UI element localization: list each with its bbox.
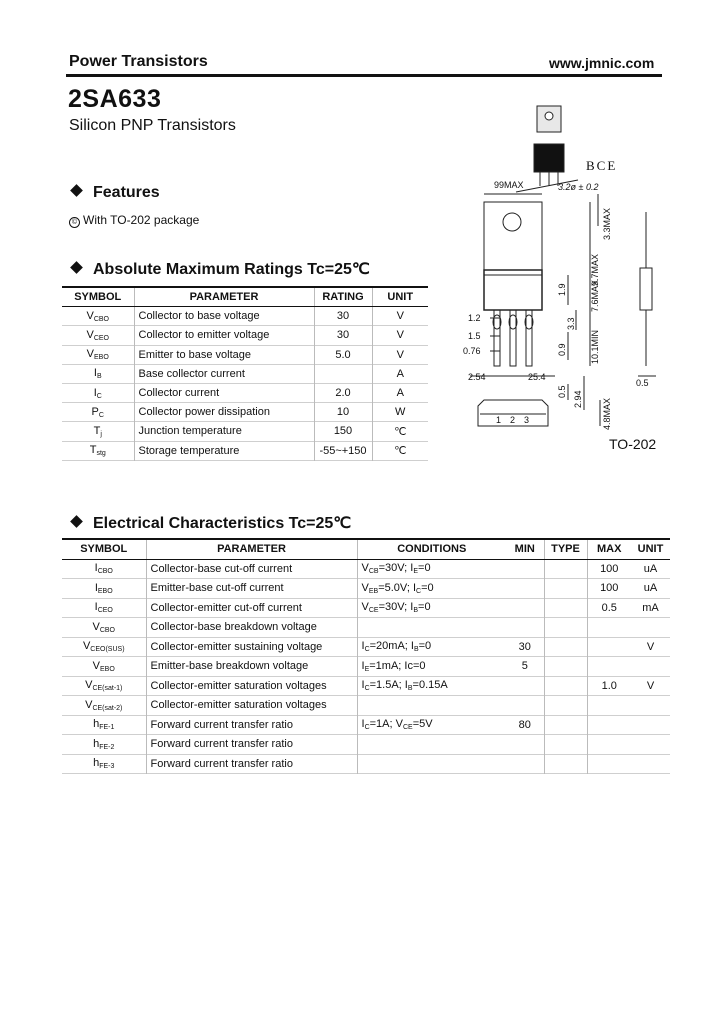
- parameter-cell: Collector-emitter saturation voltages: [146, 676, 357, 696]
- max-cell: 100: [600, 582, 619, 595]
- symbol-subscript: EBO: [100, 665, 115, 673]
- symbol-main: I: [94, 562, 98, 575]
- min-cell: [506, 579, 544, 599]
- symbol-main: T: [89, 444, 97, 457]
- part-description: Silicon PNP Transistors: [69, 117, 236, 134]
- symbol-cell: [62, 326, 134, 345]
- symbol-cell: [62, 618, 146, 638]
- unit-cell: uA: [643, 582, 658, 595]
- symbol-subscript: j: [100, 430, 102, 438]
- conditions-cell: [357, 715, 506, 735]
- symbol-subscript: CE(sat-2): [92, 704, 123, 712]
- type-cell: [544, 559, 587, 579]
- unit-cell: [631, 657, 670, 677]
- table-row: [62, 326, 428, 345]
- min-cell: [506, 559, 544, 579]
- mounting-hole: [503, 213, 521, 231]
- condition-text: =5.0V; I: [378, 581, 416, 594]
- unit-cell: V: [646, 679, 655, 692]
- rating-cell: 5.0: [314, 345, 372, 364]
- dim-label: 9.7MAX: [590, 253, 600, 286]
- symbol-subscript: EBO: [97, 587, 113, 595]
- parameter-cell: Collector to base voltage: [134, 307, 314, 326]
- parameter-cell: Collector current: [134, 383, 314, 402]
- type-cell: [544, 754, 587, 774]
- rating-cell: 150: [314, 422, 372, 441]
- package-body-photo: [534, 144, 564, 172]
- symbol-subscript: FE-3: [99, 763, 115, 771]
- max-cell: 0.5: [601, 601, 617, 614]
- condition-subscript: C: [364, 685, 370, 693]
- mounting-hole-photo: [545, 112, 553, 120]
- condition-subscript: CE: [368, 607, 379, 615]
- type-cell: [544, 715, 587, 735]
- table-row: [62, 364, 428, 383]
- max-cell: 100: [600, 562, 619, 575]
- col-header: UNIT: [372, 287, 428, 307]
- symbol-subscript: CBO: [93, 315, 109, 323]
- condition-subscript: C: [416, 587, 422, 595]
- symbol-main: V: [85, 679, 93, 692]
- parameter-cell: Collector-emitter sustaining voltage: [146, 637, 357, 657]
- table-row: [62, 618, 670, 638]
- min-cell: 30: [506, 637, 544, 657]
- conditions-cell: [357, 735, 506, 755]
- symbol-main: I: [94, 581, 98, 594]
- parameter-cell: Forward current transfer ratio: [146, 715, 357, 735]
- table-row: [62, 559, 670, 579]
- max-cell: [587, 754, 631, 774]
- conditions-cell: [357, 754, 506, 774]
- conditions-cell: [357, 598, 506, 618]
- rating-cell: 30: [314, 307, 372, 326]
- unit-cell: [631, 696, 670, 716]
- symbol-main: I: [94, 601, 98, 614]
- elec-title: Electrical Characteristics Tc=25℃: [93, 515, 352, 532]
- symbol-cell: [62, 422, 134, 441]
- unit-cell: V: [396, 348, 404, 361]
- type-cell: [544, 637, 587, 657]
- symbol-cell: [62, 735, 146, 755]
- unit-cell: A: [396, 387, 404, 400]
- symbol-main: P: [91, 405, 99, 418]
- dim-label: 0.5: [557, 385, 567, 398]
- table-row: [62, 383, 428, 402]
- symbol-main: h: [93, 737, 100, 750]
- col-header: PARAMETER: [134, 287, 314, 307]
- condition-text: =0: [421, 581, 434, 594]
- condition-text: =20mA; I: [369, 640, 414, 653]
- parameter-cell: Collector-base cut-off current: [146, 559, 357, 579]
- max-cell: [587, 715, 631, 735]
- conditions-cell: [357, 637, 506, 657]
- symbol-main: V: [82, 640, 91, 653]
- min-cell: [506, 754, 544, 774]
- max-cell: [587, 637, 631, 657]
- col-header: MAX: [587, 539, 631, 559]
- dim-label: 7.6MAX: [590, 279, 600, 312]
- condition-text: =0: [418, 601, 431, 614]
- symbol-subscript: CE(sat-1): [92, 685, 123, 693]
- condition-text: =30V; I: [378, 562, 414, 575]
- symbol-subscript: C: [96, 392, 102, 400]
- condition-subscript: CB: [368, 568, 379, 576]
- condition-text: =0.15A: [412, 679, 448, 692]
- col-header: SYMBOL: [62, 539, 146, 559]
- copyright-bullet-icon: ©: [69, 217, 80, 228]
- parameter-cell: Collector-emitter saturation voltages: [146, 696, 357, 716]
- symbol-subscript: EBO: [94, 354, 109, 362]
- symbol-main: T: [93, 424, 101, 437]
- part-number: 2SA633: [68, 85, 162, 113]
- pin-number: 1: [496, 415, 502, 425]
- parameter-cell: Collector to emitter voltage: [134, 326, 314, 345]
- parameter-cell: Storage temperature: [134, 441, 314, 460]
- symbol-subscript: CBO: [97, 568, 113, 576]
- condition-text: I: [361, 718, 365, 731]
- symbol-subscript: FE-2: [99, 743, 115, 751]
- min-cell: [506, 735, 544, 755]
- table-row: [62, 735, 670, 755]
- condition-text: I: [361, 659, 365, 672]
- unit-cell: uA: [643, 562, 658, 575]
- condition-text: =0: [418, 562, 431, 575]
- symbol-cell: [62, 754, 146, 774]
- pin-number: 2: [510, 415, 516, 425]
- parameter-cell: Emitter-base cut-off current: [146, 579, 357, 599]
- parameter-cell: Forward current transfer ratio: [146, 754, 357, 774]
- max-cell: [587, 696, 631, 716]
- symbol-subscript: CEO: [97, 607, 113, 615]
- col-header: CONDITIONS: [357, 539, 506, 559]
- symbol-main: V: [86, 309, 94, 322]
- table-row: [62, 715, 670, 735]
- condition-subscript: C: [364, 646, 370, 654]
- table-row: [62, 422, 428, 441]
- symbol-main: V: [86, 348, 95, 361]
- unit-cell: ℃: [394, 425, 407, 438]
- condition-subscript: B: [407, 685, 413, 693]
- website-url[interactable]: www.jmnic.com: [549, 55, 655, 71]
- condition-text: =30V; I: [378, 601, 414, 614]
- unit-cell: [631, 754, 670, 774]
- symbol-cell: [62, 559, 146, 579]
- conditions-cell: [357, 676, 506, 696]
- condition-text: =1.5A; I: [369, 679, 408, 692]
- symbol-subscript: CEO: [93, 334, 109, 342]
- unit-cell: V: [396, 310, 404, 323]
- dim-label: 1.5: [468, 331, 481, 341]
- conditions-cell: [357, 559, 506, 579]
- dim-label: 99MAX: [494, 180, 524, 190]
- symbol-cell: [62, 657, 146, 677]
- parameter-cell: Emitter-base breakdown voltage: [146, 657, 357, 677]
- abs-max-title: Absolute Maximum Ratings Tc=25℃: [93, 261, 370, 278]
- unit-cell: mA: [642, 601, 659, 614]
- min-cell: [506, 618, 544, 638]
- unit-cell: A: [396, 367, 404, 380]
- features-title: Features: [93, 184, 160, 201]
- condition-subscript: CE: [402, 724, 413, 732]
- min-cell: [506, 696, 544, 716]
- table-row: [62, 579, 670, 599]
- symbol-cell: [62, 598, 146, 618]
- unit-cell: V: [396, 329, 404, 342]
- side-body: [640, 268, 652, 310]
- abs-max-table: [62, 286, 428, 461]
- table-header-row: [62, 287, 428, 307]
- rating-cell: 10: [314, 403, 372, 422]
- elec-char-table: [62, 538, 670, 774]
- symbol-cell: [62, 441, 134, 460]
- symbol-main: h: [93, 757, 100, 770]
- parameter-cell: Junction temperature: [134, 422, 314, 441]
- symbol-cell: [62, 676, 146, 696]
- table-row: [62, 696, 670, 716]
- unit-cell: [631, 618, 670, 638]
- rating-cell: 2.0: [314, 383, 372, 402]
- symbol-cell: [62, 364, 134, 383]
- col-header: UNIT: [631, 539, 670, 559]
- dim-label: 2.54: [468, 372, 486, 382]
- pin-labels: BCE: [586, 158, 618, 173]
- rating-cell: 30: [314, 326, 372, 345]
- conditions-cell: [357, 657, 506, 677]
- max-cell: [587, 735, 631, 755]
- condition-text: V: [361, 601, 369, 614]
- dim-label: 3.3: [566, 317, 576, 330]
- type-cell: [544, 696, 587, 716]
- parameter-cell: Forward current transfer ratio: [146, 735, 357, 755]
- table-row: [62, 307, 428, 326]
- table-row: [62, 403, 428, 422]
- dim-label: 2.94: [573, 390, 583, 408]
- col-header: SYMBOL: [62, 287, 134, 307]
- diamond-bullet-icon: [70, 184, 83, 197]
- parameter-cell: Collector-base breakdown voltage: [146, 618, 357, 638]
- elec-heading: [72, 513, 351, 533]
- col-header: RATING: [314, 287, 372, 307]
- unit-cell: W: [395, 406, 406, 419]
- unit-cell: [631, 715, 670, 735]
- type-cell: [544, 598, 587, 618]
- min-cell: [506, 598, 544, 618]
- condition-text: I: [361, 640, 365, 653]
- table-row: [62, 754, 670, 774]
- dim-label: 0.5: [636, 378, 649, 388]
- unit-cell: [631, 735, 670, 755]
- condition-text: I: [361, 679, 365, 692]
- lead-2: [510, 310, 516, 366]
- rating-cell: -55~+150: [314, 441, 372, 460]
- symbol-main: I: [93, 367, 97, 380]
- dim-label: 4.8MAX: [602, 397, 612, 430]
- max-cell: [587, 618, 631, 638]
- symbol-main: V: [85, 698, 93, 711]
- min-cell: [506, 676, 544, 696]
- condition-subscript: B: [413, 607, 419, 615]
- symbol-subscript: FE-1: [99, 724, 115, 732]
- table-row: [62, 598, 670, 618]
- symbol-cell: [62, 715, 146, 735]
- dim-label: 10.1MIN: [590, 329, 600, 364]
- condition-text: =1mA; Ic=0: [369, 659, 426, 672]
- dim-label: 0.9: [557, 343, 567, 356]
- condition-subscript: C: [364, 724, 370, 732]
- feature-item: [69, 213, 199, 228]
- symbol-cell: [62, 403, 134, 422]
- conditions-cell: [357, 696, 506, 716]
- rating-cell: [314, 364, 372, 383]
- condition-subscript: EB: [368, 587, 379, 595]
- table-row: [62, 637, 670, 657]
- type-cell: [544, 676, 587, 696]
- type-cell: [544, 657, 587, 677]
- dim-label: 3.3MAX: [602, 207, 612, 240]
- conditions-cell: [357, 618, 506, 638]
- parameter-cell: Collector-emitter cut-off current: [146, 598, 357, 618]
- symbol-cell: [62, 579, 146, 599]
- condition-text: =5V: [412, 718, 433, 731]
- diamond-bullet-icon: [70, 515, 83, 528]
- condition-text: V: [361, 581, 369, 594]
- condition-text: =1A; V: [369, 718, 403, 731]
- package-name: TO-202: [609, 436, 657, 452]
- table-row: [62, 441, 428, 460]
- symbol-subscript: C: [98, 411, 104, 419]
- table-row: [62, 676, 670, 696]
- body-outline: [484, 270, 542, 310]
- dim-label: 1.9: [557, 283, 567, 296]
- symbol-main: V: [92, 659, 101, 672]
- unit-cell: V: [646, 640, 655, 653]
- col-header: MIN: [506, 539, 544, 559]
- table-row: [62, 345, 428, 364]
- table-row: [62, 657, 670, 677]
- max-cell: 1.0: [601, 679, 617, 692]
- max-cell: [587, 657, 631, 677]
- lead-3: [526, 310, 532, 366]
- type-cell: [544, 579, 587, 599]
- symbol-main: h: [93, 718, 100, 731]
- package-drawing: [460, 100, 670, 440]
- condition-text: =0: [418, 640, 432, 653]
- condition-text: V: [361, 562, 369, 575]
- unit-cell: ℃: [394, 445, 407, 458]
- condition-subscript: E: [364, 665, 370, 673]
- symbol-subscript: B: [96, 373, 102, 381]
- parameter-cell: Collector power dissipation: [134, 403, 314, 422]
- col-header: TYPE: [544, 539, 587, 559]
- abs-max-heading: [72, 259, 370, 279]
- symbol-subscript: CEO(SUS): [90, 646, 125, 654]
- diamond-bullet-icon: [70, 261, 83, 274]
- type-cell: [544, 618, 587, 638]
- dim-label: 25.4: [528, 372, 546, 382]
- document-category: Power Transistors: [69, 53, 208, 70]
- dim-label: 3.2ø ± 0.2: [558, 182, 599, 192]
- dim-label: 1.2: [468, 313, 481, 323]
- symbol-main: V: [86, 328, 94, 341]
- condition-subscript: E: [413, 568, 419, 576]
- symbol-cell: [62, 345, 134, 364]
- condition-subscript: B: [413, 646, 419, 654]
- symbol-cell: [62, 383, 134, 402]
- symbol-cell: [62, 696, 146, 716]
- conditions-cell: [357, 579, 506, 599]
- symbol-subscript: CBO: [99, 626, 115, 634]
- min-cell: 5: [506, 657, 544, 677]
- symbol-subscript: stg: [96, 450, 106, 458]
- pin-number: 3: [524, 415, 530, 425]
- tab-outline: [484, 202, 542, 270]
- min-cell: 80: [506, 715, 544, 735]
- dim-label: 0.76: [463, 346, 481, 356]
- parameter-cell: Emitter to base voltage: [134, 345, 314, 364]
- symbol-main: I: [93, 386, 97, 399]
- feature-text: With TO-202 package: [83, 213, 200, 227]
- symbol-cell: [62, 307, 134, 326]
- features-heading: [72, 184, 160, 202]
- col-header: PARAMETER: [146, 539, 357, 559]
- header-rule: [66, 74, 662, 77]
- symbol-cell: [62, 637, 146, 657]
- table-header-row: [62, 539, 670, 559]
- type-cell: [544, 735, 587, 755]
- symbol-main: V: [92, 620, 100, 633]
- parameter-cell: Base collector current: [134, 364, 314, 383]
